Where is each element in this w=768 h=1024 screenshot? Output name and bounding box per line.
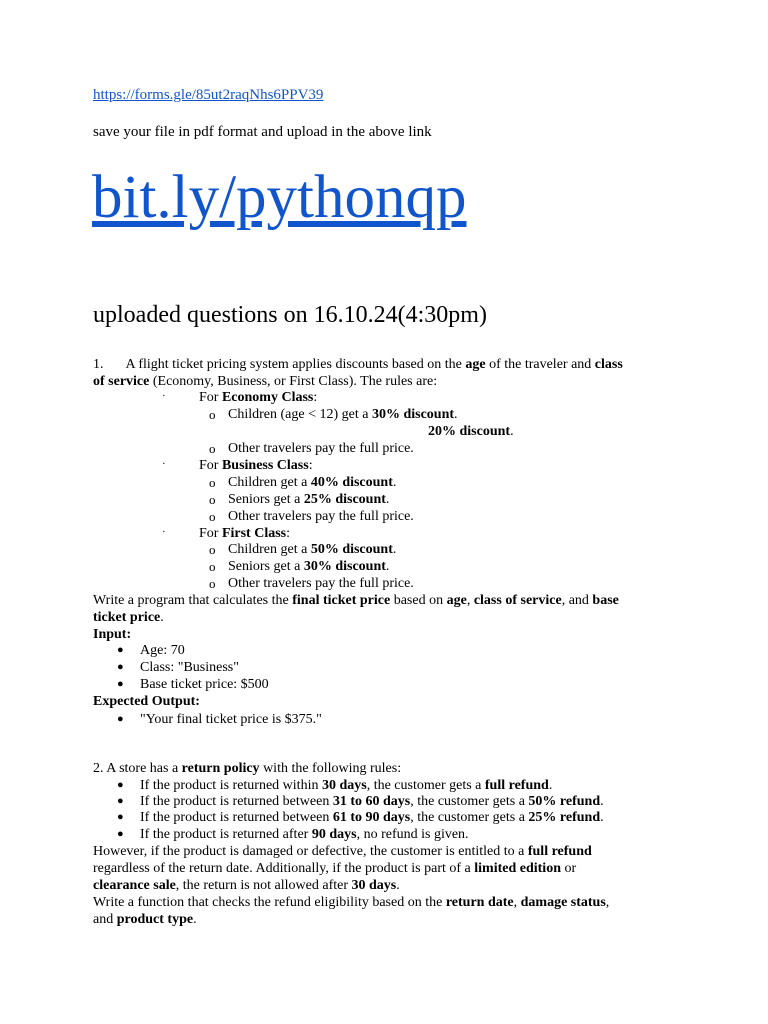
sub-marker: o: [209, 475, 216, 490]
task-bold: class of service: [473, 593, 562, 608]
item-text: Seniors get a: [228, 559, 304, 574]
q1-intro-line2: [93, 373, 437, 390]
expected-output-label: [93, 693, 200, 710]
q2-para-line4: [93, 894, 609, 911]
business-children-item: [228, 474, 396, 491]
q2-para-line5: [93, 911, 197, 928]
discount-value: 20% discount: [428, 424, 511, 439]
sub-marker: o: [209, 542, 216, 557]
period: .: [160, 610, 164, 625]
period: .: [510, 424, 514, 439]
q2-text: with the following rules:: [259, 761, 402, 776]
bullet-marker: ·: [162, 526, 166, 538]
para-text: ,: [513, 895, 521, 910]
period: .: [385, 492, 390, 507]
discount-value: 40% discount: [310, 475, 393, 490]
business-label: Business Class: [221, 458, 309, 473]
q1-of-service: of service: [93, 374, 150, 389]
item-text: Children (age < 12) get a: [228, 407, 372, 422]
rule-text: , the customer gets a: [410, 794, 529, 809]
q2-rule-item: [140, 826, 469, 843]
input-label: [93, 626, 131, 643]
rule-bold: 25% refund: [528, 810, 601, 825]
colon: :: [308, 458, 313, 473]
first-children-item: [228, 541, 396, 558]
economy-label: Economy Class: [221, 390, 314, 405]
rule-text: , the customer gets a: [366, 778, 485, 793]
item-text: Seniors get a: [228, 492, 304, 507]
rule-text: If the product is returned between: [140, 794, 333, 809]
period: .: [396, 878, 400, 893]
q1-intro-line1: [93, 356, 623, 373]
economy-children-item: [228, 406, 458, 423]
q2-text: 2. A store has a: [93, 761, 182, 776]
first-seniors-item: [228, 558, 389, 575]
para-text: and: [93, 912, 117, 927]
business-other-item: Other travelers pay the full price.: [228, 509, 414, 524]
input-label-text: Input:: [93, 627, 132, 642]
period: .: [385, 559, 390, 574]
bullet-marker: ·: [162, 390, 166, 402]
para-bold: full refund: [527, 844, 592, 859]
rule-bold: 30 days: [321, 778, 367, 793]
q1-class: class: [594, 357, 623, 372]
para-text: regardless of the return date. Additionally, if the product is part of a: [93, 861, 475, 876]
period: .: [600, 810, 604, 825]
rule-text: , no refund is given.: [356, 827, 469, 842]
rule-text: If the product is returned after: [140, 827, 312, 842]
for-text: For: [199, 390, 222, 405]
q1-text: A flight ticket pricing system applies discounts based on the: [125, 357, 466, 372]
task-text: based on: [390, 593, 447, 608]
task-bold: final ticket price: [292, 593, 391, 608]
q1-text: of the traveler and: [485, 357, 595, 372]
period: .: [548, 778, 553, 793]
economy-class-item: [199, 389, 317, 406]
upload-instruction: save your file in pdf format and upload in the above link: [93, 124, 432, 140]
q2-para-line2: [93, 860, 576, 877]
upload-heading: uploaded questions on 16.10.24(4:30pm): [93, 302, 487, 328]
q2-para-line3: [93, 877, 400, 894]
rule-text: If the product is returned between: [140, 810, 333, 825]
business-class-item: [199, 457, 313, 474]
task-bold: age: [446, 593, 467, 608]
q1-text: (Economy, Business, or First Class). The rules are:: [149, 374, 438, 389]
para-bold: clearance sale: [93, 878, 176, 893]
period: .: [392, 542, 397, 557]
rule-bold: 31 to 60 days: [332, 794, 411, 809]
period: .: [193, 912, 197, 927]
for-text: For: [199, 458, 222, 473]
para-bold: product type: [116, 912, 194, 927]
comma: ,: [605, 895, 610, 910]
colon: :: [313, 390, 318, 405]
discount-value: 50% discount: [310, 542, 393, 557]
colon: :: [286, 526, 291, 541]
para-text: , the return is not allowed after: [175, 878, 352, 893]
task-text: , and: [561, 593, 593, 608]
task-text: ,: [466, 593, 474, 608]
task-bold: base: [592, 593, 619, 608]
para-text: However, if the product is damaged or defective, the customer is entitled to a: [93, 844, 528, 859]
item-text: Children get a: [228, 542, 311, 557]
bullet-marker: ·: [162, 458, 166, 470]
q2-bold: return policy: [181, 761, 260, 776]
rule-bold: 90 days: [311, 827, 357, 842]
q2-intro: [93, 760, 401, 777]
sub-marker: o: [209, 576, 216, 591]
bitly-link[interactable]: bit.ly/pythonqp: [92, 164, 467, 231]
form-link[interactable]: https://forms.gle/85ut2raqNhs6PPV39: [93, 87, 324, 103]
sub-marker: o: [209, 509, 216, 524]
sub-marker: o: [209, 559, 216, 574]
q1-task-line2: [93, 609, 164, 626]
economy-seniors-item: [428, 423, 514, 440]
para-bold: return date: [445, 895, 514, 910]
q1-number: 1.: [93, 357, 104, 372]
q2-rule-item: [140, 793, 604, 810]
expected-label-text: Expected Output:: [93, 694, 200, 709]
rule-text: If the product is returned within: [140, 778, 322, 793]
para-bold: limited edition: [474, 861, 561, 876]
q2-rule-item: [140, 809, 604, 826]
q1-age: age: [465, 357, 486, 372]
para-bold: damage status: [520, 895, 606, 910]
q1-task-line1: [93, 592, 619, 609]
para-text: or: [561, 861, 577, 876]
period: .: [392, 475, 397, 490]
para-text: Write a function that checks the refund eligibility based on the: [93, 895, 446, 910]
first-other-item: Other travelers pay the full price.: [228, 576, 414, 591]
input-item: ● Base ticket price: $500: [140, 676, 269, 693]
rule-bold: full refund: [484, 778, 549, 793]
q2-para-line1: [93, 843, 592, 860]
discount-value: 25% discount: [303, 492, 386, 507]
rule-text: , the customer gets a: [410, 810, 529, 825]
task-bold: ticket price: [93, 610, 161, 625]
para-bold: 30 days: [351, 878, 397, 893]
input-item: ● Class: "Business": [140, 659, 239, 676]
period: .: [600, 794, 604, 809]
first-label: First Class: [221, 526, 287, 541]
for-text: For: [199, 526, 222, 541]
sub-marker: o: [209, 492, 216, 507]
expected-output-item: ● "Your final ticket price is $375.": [140, 711, 322, 728]
sub-marker: o: [209, 441, 216, 456]
input-item: ● Age: 70: [140, 642, 185, 659]
discount-value: 30% discount: [303, 559, 386, 574]
discount-value: 30% discount: [371, 407, 455, 422]
rule-bold: 61 to 90 days: [332, 810, 411, 825]
rule-bold: 50% refund: [528, 794, 601, 809]
sub-marker: o: [209, 407, 216, 422]
item-text: Children get a: [228, 475, 311, 490]
business-seniors-item: [228, 491, 389, 508]
q2-rule-item: [140, 777, 552, 794]
economy-other-item: Other travelers pay the full price.: [228, 441, 414, 456]
period: .: [454, 407, 458, 422]
task-text: Write a program that calculates the: [93, 593, 293, 608]
first-class-item: [199, 525, 290, 542]
